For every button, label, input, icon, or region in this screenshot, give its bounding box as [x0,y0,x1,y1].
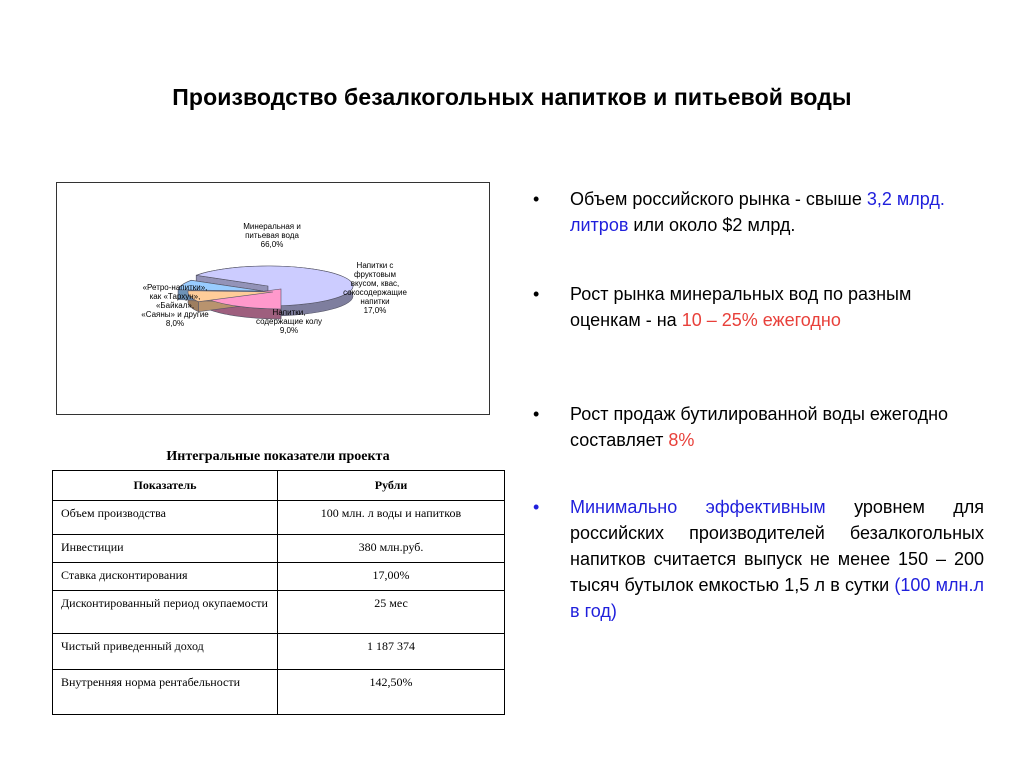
table-row [53,501,505,535]
bullet-highlight: 8% [668,430,695,450]
table-title: Интегральные показатели проекта [166,449,390,464]
bullet-min-efficiency [533,494,984,624]
pie-chart [57,183,489,414]
pie-slice-label: Напитки, содержащие колу 9,0% [256,308,322,335]
bullet-highlight: 3,2 млрд. литров [570,189,945,235]
metrics-table [52,470,505,715]
bullet-marker: • [533,497,540,517]
table-row [53,634,505,670]
bullet-text: уровнем для российских производителей безалкогольных напитков считается выпуск не менее 150 – 200 тысяч бутылок емкостью 1,5 л в сутки [570,497,984,595]
row-label: Чистый приведенный доход [53,634,278,670]
row-label: Дисконтированный период окупаемости [53,591,278,634]
bullet-highlight: (100 млн.л в год) [570,575,984,621]
bullet-text: Объем российского рынка - свыше [570,189,867,209]
row-value: 100 млн. л воды и напитков [278,501,505,535]
table-row [53,563,505,591]
bullet-mineral-growth [533,281,984,333]
pie-chart-frame [56,182,490,415]
bullet-marker: • [533,404,540,424]
bullet-highlight: Минимально эффективным [570,497,826,517]
row-value: 25 мес [278,591,505,634]
row-label: Ставка дисконтирования [53,563,278,591]
row-value: 17,00% [278,563,505,591]
bullet-market-volume [533,186,984,238]
table-row [53,535,505,563]
header-rubles: Рубли [278,471,505,501]
pie-slice-label: Напитки с фруктовым вкусом, квас, сокосодержащие напитки 17,0% [343,261,407,315]
table-row [53,591,505,634]
row-label: Внутренняя норма рентабельности [53,670,278,715]
pie-slice-label: Минеральная и питьевая вода 66,0% [243,222,301,249]
bullet-text: Рост продаж бутилированной воды ежегодно составляет [570,404,949,450]
row-label: Инвестиции [53,535,278,563]
bullet-marker: • [533,284,540,304]
table-header-row [53,471,505,501]
row-value: 1 187 374 [278,634,505,670]
pie-slice-label: «Ретро-напитки», как «Тархун», «Байкал», «Саяны» и другие 8,0% [141,283,209,328]
row-value: 380 млн.руб. [278,535,505,563]
row-label: Объем производства [53,501,278,535]
header-indicator: Показатель [53,471,278,501]
bullet-marker: • [533,189,540,209]
row-value: 142,50% [278,670,505,715]
bullet-highlight: 10 – 25% ежегодно [681,310,841,330]
bullet-text: или около $2 млрд. [628,215,796,235]
slide-title: Производство безалкогольных напитков и питьевой воды [172,84,852,110]
table-row [53,670,505,715]
bullet-text: Рост рынка минеральных вод по разным оценкам - на [570,284,912,330]
bullet-bottled-water [533,401,984,453]
